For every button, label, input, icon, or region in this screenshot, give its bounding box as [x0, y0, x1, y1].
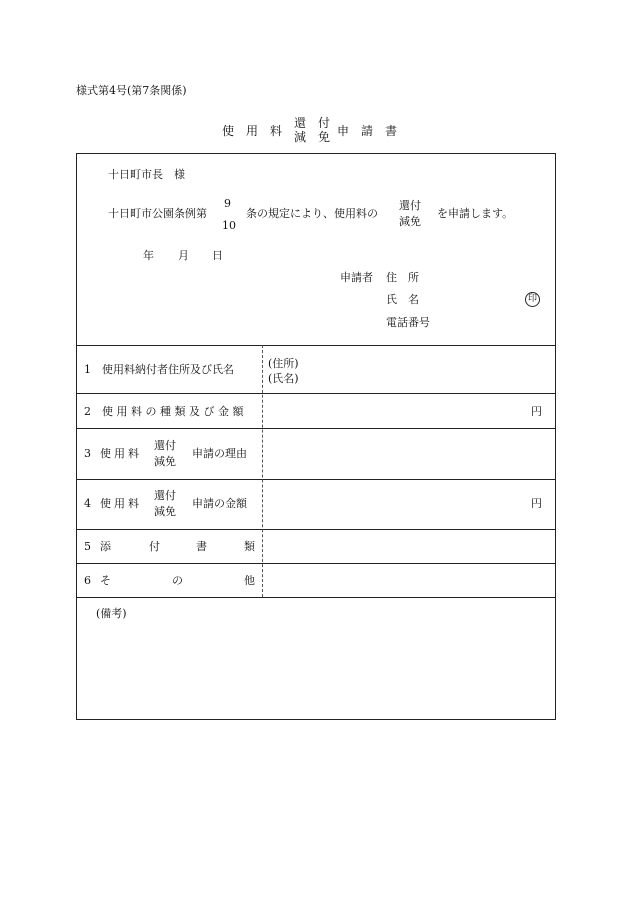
row1-name: (氏名) — [268, 372, 299, 385]
row5-char3: 書 — [196, 540, 207, 553]
phone-label: 電話番号 — [386, 316, 430, 329]
row6-char2: の — [172, 574, 183, 587]
article-bottom: 10 — [222, 219, 236, 232]
row4-top: 還付 — [154, 489, 176, 502]
form-frame — [76, 153, 556, 720]
row4-number: 4 — [84, 497, 91, 510]
applicant-label: 申請者 — [340, 271, 373, 284]
divider-1 — [76, 345, 556, 346]
row1-label: 1 使用料納付者住所及び氏名 — [84, 363, 234, 376]
addressee: 十日町市長 様 — [108, 168, 185, 181]
divider-7 — [76, 597, 556, 598]
divider-6 — [76, 563, 556, 564]
row3-number: 3 — [84, 447, 91, 460]
remarks-label: (備考) — [96, 607, 127, 620]
regulation-mid: 条の規定により、使用料の — [246, 207, 378, 220]
title-top: 還 付 — [294, 116, 331, 130]
row5-number: 5 — [84, 540, 91, 553]
row4-post: 申請の金額 — [192, 497, 247, 510]
name-label: 氏 名 — [386, 293, 419, 306]
row1-address: (住所) — [268, 357, 299, 370]
row2-unit: 円 — [531, 405, 542, 418]
row4-unit: 円 — [531, 497, 542, 510]
column-divider — [262, 345, 263, 597]
article-top: 9 — [224, 197, 231, 210]
row6-char3: 他 — [244, 574, 255, 587]
row3-pre: 使用料 — [100, 447, 142, 460]
divider-3 — [76, 428, 556, 429]
row5-char4: 類 — [244, 540, 255, 553]
divider-5 — [76, 529, 556, 530]
row3-bottom: 減免 — [154, 455, 176, 468]
row6-char1: そ — [100, 574, 111, 587]
title-part2: 申 請 書 — [337, 124, 398, 138]
refund-bottom: 減免 — [399, 215, 421, 228]
address-label: 住 所 — [386, 271, 419, 284]
row5-char1: 添 — [100, 540, 111, 553]
seal-mark: 印 — [525, 292, 540, 307]
row5-char2: 付 — [149, 540, 160, 553]
divider-4 — [76, 479, 556, 480]
date-year: 年 — [143, 249, 154, 262]
row3-post: 申請の理由 — [192, 447, 247, 460]
title-part1: 使 用 料 — [222, 124, 283, 138]
date-month: 月 — [178, 249, 189, 262]
form-number: 様式第4号(第7条関係) — [76, 84, 187, 97]
date-day: 日 — [212, 249, 223, 262]
divider-2 — [76, 393, 556, 394]
row4-pre: 使用料 — [100, 497, 142, 510]
regulation-prefix: 十日町市公園条例第 — [108, 207, 207, 220]
row4-bottom: 減免 — [154, 505, 176, 518]
row2-label: 2 使 用 料 の 種 類 及 び 金 額 — [84, 405, 244, 418]
row3-top: 還付 — [154, 439, 176, 452]
refund-top: 還付 — [399, 199, 421, 212]
regulation-suffix: を申請します。 — [437, 207, 514, 220]
title-bottom: 減 免 — [294, 130, 331, 144]
row6-number: 6 — [84, 574, 91, 587]
